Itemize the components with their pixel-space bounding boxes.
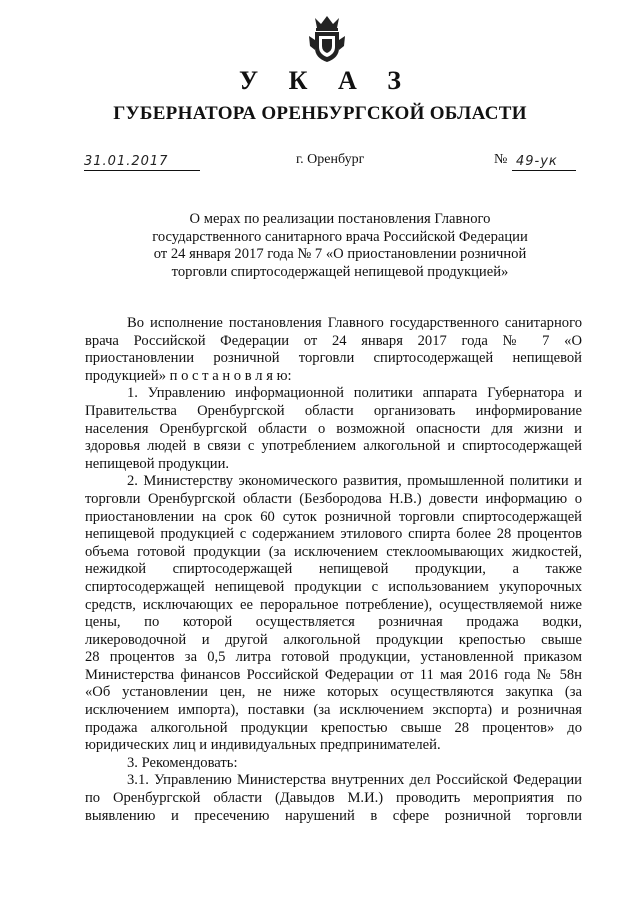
document-title-line: от 24 января 2017 года № 7 «О приостановлении розничной: [153, 246, 527, 263]
issuer-heading: ГУБЕРНАТОРА ОРЕНБУРГСКОЙ ОБЛАСТИ: [113, 103, 527, 124]
body-line: непищевой продукцией с содержанием этилового спирта более 28 процентов: [85, 526, 582, 543]
document-title-line: торговли спиртосодержащей непищевой продукцией»: [171, 263, 509, 280]
body-line: средств, исключающих ее пероральное потребление), осуществляемой ниже: [85, 596, 582, 613]
body-line: объема готовой продукции (за исключением стеклоомывающих жидкостей,: [85, 543, 582, 560]
body-line: 28 процентов за 0,5 литра готовой продукции, установленной приказом: [85, 649, 582, 666]
body-line: населения Оренбургской области о возможной опасности для жизни и: [85, 420, 582, 437]
body-line: 1. Управлению информационной политики аппарата Губернатора и: [127, 385, 582, 402]
body-line: юридических лиц и индивидуальных предпринимателей.: [85, 737, 441, 754]
body-line: по Оренбургской области (Давыдов М.И.) проводить мероприятия по: [85, 790, 582, 807]
body-line: Министерства финансов Российской Федерации от 11 мая 2016 года № 58н: [85, 666, 582, 683]
body-line: непищевой продукции.: [85, 455, 230, 472]
body-line: здоровья людей в связи с употреблением алкогольной и спиртосодержащей: [85, 438, 582, 455]
body-line: спиртосодержащей непищевой продукции с использованием укупорочных: [85, 578, 582, 595]
number-value: 49-ук: [516, 154, 558, 169]
body-line: Правительства Оренбургской области организовать информирование: [85, 402, 582, 419]
body-line: ликероводочной и другой алкогольной продукции крепостью свыше: [85, 631, 582, 648]
document-title-line: государственного санитарного врача Российской Федерации: [152, 228, 528, 245]
body-line: исключением импорта), поставки (за исключением экспорта) и розничная: [85, 702, 582, 719]
document-title: [120, 211, 560, 281]
date-value: 31.01.2017: [84, 154, 169, 169]
body-line: продукцией» п о с т а н о в л я ю:: [85, 367, 292, 384]
body-line: «Об установлении цен, не ниже которых осуществляются закупка (за: [85, 684, 582, 701]
body-line: торговли Оренбургской области (Безбородова Н.В.) довести информацию о: [85, 490, 582, 507]
document-body: [85, 315, 582, 825]
body-line: продажа алкогольной продукции крепостью свыше 28 процентов» до: [85, 719, 582, 736]
date-field: [84, 152, 200, 171]
number-sign: №: [494, 152, 508, 167]
coat-of-arms-icon: [307, 14, 347, 64]
body-line: цены, по которой осуществляется розничная продажа водки,: [85, 614, 582, 631]
body-line: 2. Министерству экономического развития, промышленной политики и: [127, 473, 582, 490]
body-line: выявлению и пресечению нарушений в сфере розничной торговли: [85, 807, 582, 824]
document-title-line: О мерах по реализации постановления Главного: [189, 211, 491, 227]
document-type-heading: У К А З: [239, 66, 413, 95]
body-line: приостановлении на срок 60 суток розничной торговли спиртосодержащей: [85, 508, 582, 525]
body-line: Во исполнение постановления Главного государственного санитарного: [127, 315, 582, 331]
number-field: [512, 152, 576, 171]
body-line: нежидкой спиртосодержащей непищевой продукции, а также: [85, 561, 582, 578]
city-label: г. Оренбург: [296, 152, 365, 167]
body-line: 3.1. Управлению Министерства внутренних дел Российской Федерации: [127, 772, 582, 789]
body-line: приостановлении розничной торговли спиртосодержащей непищевой: [85, 350, 582, 367]
body-line: 3. Рекомендовать:: [127, 754, 238, 771]
body-line: врача Российской Федерации от 24 января 2017 года № 7 «О: [85, 332, 582, 349]
